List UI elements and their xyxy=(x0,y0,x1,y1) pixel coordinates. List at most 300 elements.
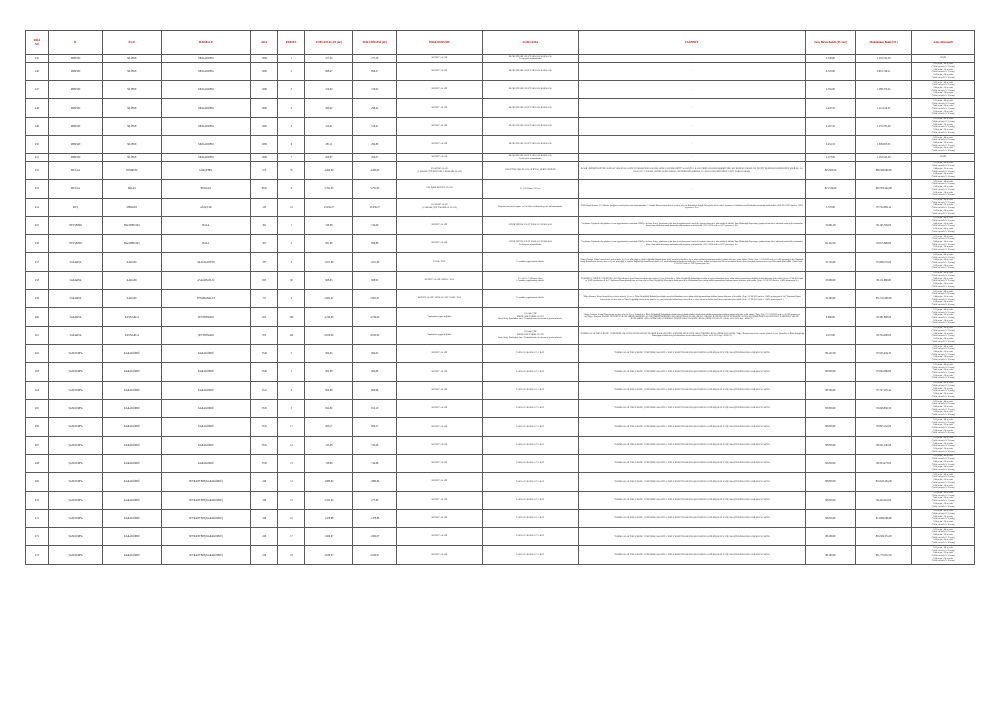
cell-parsel: 17 xyxy=(278,528,305,546)
cell-aciklama: TAKS 0.35 KAKS 0.75 5 KAT xyxy=(482,418,578,436)
cell-taahhut: *TARIMSALLAR TOPLU KONU, 2 ÜRETMEK AMACIYLA TOPLU KONUT İDARESİ BAŞKANLIĞINA SATILMIŞ OLUP SATIŞ AMAÇTIRSINDA KULLANILMAYACAKTIR. xyxy=(578,491,805,509)
column-header-imar-durumu: İMAR DURUMU xyxy=(397,31,483,55)
table-row xyxy=(26,290,975,308)
cell-satis-alternatifi: %25 peşin - 48 ay vade (Yıllık en fazla % 25 artış) %40 peşin - 36 ay vade (Yıllık en fazla % 15 artış) %50 peşin - 24 ay vade (Yıllık en fazla % 10 artış) xyxy=(912,345,975,363)
cell-sira-no: 473 xyxy=(26,546,49,564)
cell-ilce: KAYNARCA xyxy=(103,308,161,326)
cell-toki-hissesi: 266,07 xyxy=(353,154,397,162)
cell-toki-hissesi: 744,98 xyxy=(353,454,397,472)
cell-toplam-alan: 746,98 xyxy=(305,454,353,472)
cell-mahalle: KARAKÖPRÜ xyxy=(161,436,251,454)
cell-aciklama: TAKS 0.35 KAKS 0.75 5 KAT xyxy=(482,546,578,564)
cell-satis-birim-bedeli: 88.850,00 xyxy=(805,363,855,381)
cell-muhammen-bedel: 816.304.274,20 xyxy=(856,528,912,546)
table-row xyxy=(26,55,975,63)
cell-aciklama: BLOK NİZAM 3 KAT TAKS 0.30 KAKS 0.90 xyxy=(482,81,578,99)
cell-satis-alternatifi: %25 peşin - 48 ay vade (Yıllık en fazla % 25 artış) %40 peşin - 36 ay vade (Yıllık en fazla % 15 artış) %50 peşin - 24 ay vade (Yıllık en fazla % 10 artış) xyxy=(912,99,975,117)
cell-toki-hissesi: 1.051,80 xyxy=(353,253,397,271)
cell-il: MERSİN xyxy=(48,55,102,63)
cell-satis-birim-bedeli: 88.850,00 xyxy=(805,454,855,472)
cell-toki-hissesi: 904,98 xyxy=(353,363,397,381)
cell-toplam-alan: 904,98 xyxy=(305,363,353,381)
cell-il: MUŞ xyxy=(48,198,102,216)
cell-il: ŞANLIURFA xyxy=(48,528,102,546)
cell-mahalle: SEYRANTEPE(KARAKÖPRÜ) xyxy=(161,528,251,546)
cell-satis-alternatifi: %25 peşin - 48 ay vade (Yıllık en fazla % 25 artış) %40 peşin - 36 ay vade (Yıllık en fazla % 15 artış) %50 peşin - 24 ay vade (Yıllık en fazla % 10 artış) xyxy=(912,62,975,80)
cell-satis-birim-bedeli: 4.330,00 xyxy=(805,55,855,63)
cell-toki-hissesi: 277,89 xyxy=(353,491,397,509)
cell-parsel: 30 xyxy=(278,271,305,289)
column-header-taahhut: TAAHHÜT xyxy=(578,31,805,55)
cell-parsel: 3 xyxy=(278,290,305,308)
land-sale-table xyxy=(25,30,975,565)
cell-toplam-alan: 749,08 xyxy=(305,216,353,234)
cell-muhammen-bedel: 813.086.068,00 xyxy=(856,509,912,527)
cell-satis-birim-bedeli: 88.850,00 xyxy=(805,509,855,527)
cell-muhammen-bedel: 831.331.809,00 xyxy=(856,290,912,308)
cell-ada: 853 xyxy=(251,326,278,344)
cell-sira-no: 445 xyxy=(26,55,49,63)
cell-toplam-alan: 991,98 xyxy=(305,235,353,253)
cell-imar-durumu: KONUT ALANI+SPOR ALANI+PARK+YOL xyxy=(397,290,483,308)
cell-parsel: 6 xyxy=(278,136,305,154)
cell-sira-no: 468 xyxy=(26,454,49,472)
cell-sira-no: 464 xyxy=(26,381,49,399)
cell-il: NEVŞEHİR xyxy=(48,216,102,234)
cell-parsel: 1 xyxy=(278,363,305,381)
cell-toplam-alan: 1.051,80 xyxy=(305,253,353,271)
table-row xyxy=(26,136,975,154)
cell-sira-no: 452 xyxy=(26,161,49,179)
cell-muhammen-bedel: 892.383.444,98 xyxy=(856,180,912,198)
cell-parsel: 5 xyxy=(278,399,305,417)
cell-ada: 5546 xyxy=(251,345,278,363)
cell-taahhut: *TARIMSALLAR TOPLU KONU, 2 ÜRETMEK AMACIYLA TOPLU KONUT İDARESİ BAŞKANLIĞINA SATILMIŞ OLUP SATIŞ AMAÇTIRSINDA KULLANILMAYACAKTIR. xyxy=(578,436,805,454)
cell-satis-alternatifi: %25 peşin - 48 ay vade (Yıllık en fazla % 25 artış) %40 peşin - 36 ay vade (Yıllık en fazla % 15 artış) %50 peşin - 24 ay vade (Yıllık en fazla % 10 artış) xyxy=(912,454,975,472)
cell-aciklama: BLOK NİZAM 3 KAT TAKS 0.30 KAKS 0.90 Tevhit şartı aranmaktadır xyxy=(482,154,578,162)
cell-toplam-alan: 319,02 xyxy=(305,81,353,99)
cell-muhammen-bedel: 83.794.400,00 xyxy=(856,326,912,344)
cell-toki-hissesi: 5.791,95 xyxy=(353,180,397,198)
cell-ilce: KARAKÖPRÜ xyxy=(103,454,161,472)
cell-parsel: 2 xyxy=(278,62,305,80)
cell-satis-birim-bedeli: 4.273,00 xyxy=(805,154,855,162)
cell-toplam-alan: 1.969,07 xyxy=(305,528,353,546)
cell-il: MERSİN xyxy=(48,136,102,154)
column-header-satis-alternatifi: Satış Alternatifi xyxy=(912,31,975,55)
cell-sira-no: 460 xyxy=(26,308,49,326)
table-row xyxy=(26,473,975,491)
cell-mahalle: GÖKÇEBEL xyxy=(161,161,251,179)
cell-taahhut: *TARIMSALLAR TOPLU KONU, 2 ÜRETMEK AMACIYLA TOPLU KONUT İDARESİ BAŞKANLIĞINA SATILMIŞ OLUP SATIŞ AMAÇTIRSINDA KULLANILMAYACAKTIR. xyxy=(578,528,805,546)
cell-ada: 249 xyxy=(251,528,278,546)
cell-satis-birim-bedeli: 33.660,00 xyxy=(805,271,855,289)
cell-il: MUĞLA xyxy=(48,161,102,179)
cell-ilce: SİLİFKE xyxy=(103,117,161,135)
cell-parsel: 2 xyxy=(278,253,305,271)
table-row xyxy=(26,216,975,234)
cell-ilce: SİLİFKE xyxy=(103,55,161,63)
cell-satis-birim-bedeli: 88.850,00 xyxy=(805,491,855,509)
cell-mahalle: KARAKÖPRÜ xyxy=(161,381,251,399)
cell-il: ŞANLIURFA xyxy=(48,345,102,363)
cell-aciklama: E=1.20 Hmax=18.5 m xyxy=(482,180,578,198)
cell-ada: 361 xyxy=(251,216,278,234)
cell-satis-alternatifi: %25 peşin - 48 ay vade (Yıllık en fazla % 25 artış) %40 peşin - 36 ay vade (Yıllık en fazla % 15 artış) %50 peşin - 24 ay vade (Yıllık en fazla % 10 artış) xyxy=(912,399,975,417)
cell-aciklama: BLOK NİZAM 3 KAT TAKS 0.30 KAKS 0.90 xyxy=(482,117,578,135)
cell-parsel: 5 xyxy=(278,345,305,363)
cell-ada: 249 xyxy=(251,546,278,564)
cell-imar-durumu: KONUT ALANI xyxy=(397,154,483,162)
cell-sira-no: 449 xyxy=(26,117,49,135)
cell-il: ŞANLIURFA xyxy=(48,381,102,399)
cell-taahhut: *TARIMSALLAR TOPLU KONU, 2 ÜRETMEK AMACIYLA TOPLU KONUT İDARESİ BAŞKANLIĞINA SATILMIŞ OLUP SATIŞ AMAÇTIRSINDA KULLANILMAYACAKTIR. xyxy=(578,454,805,472)
cell-mahalle: ŞEYHTİMARI xyxy=(161,326,251,344)
cell-ilce: BODRUM xyxy=(103,161,161,179)
cell-muhammen-bedel: 816.645.434,00 xyxy=(856,473,912,491)
cell-ilce: KARASU xyxy=(103,290,161,308)
cell-toplam-alan: 281,11 xyxy=(305,136,353,154)
cell-toki-hissesi: 2.630,97 xyxy=(353,546,397,564)
column-header-ilce: İLÇE xyxy=(103,31,161,55)
cell-sira-no: 447 xyxy=(26,81,49,99)
cell-satis-birim-bedeli: 88.850,00 xyxy=(805,473,855,491)
cell-taahhut: *TARIMSALLAR TOPLU KONU, 2 ÜRETMEK AMACIYLA TOPLU KONUT İDARESİ BAŞKANLIĞINA SATILMIŞ OLUP SATIŞ AMAÇTIRSINDA KULLANILMAYACAKTIR. xyxy=(578,381,805,399)
cell-ada: 1009 xyxy=(251,55,278,63)
cell-satis-alternatifi: %25 peşin - 48 ay vade (Yıllık en fazla % 25 artış) %40 peşin - 36 ay vade (Yıllık en fazla % 15 artış) %50 peşin - 24 ay vade (Yıllık en fazla % 10 artış) xyxy=(912,381,975,399)
cell-sira-no: 459 xyxy=(26,290,49,308)
cell-satis-birim-bedeli: 813.519,00 xyxy=(805,180,855,198)
table-row xyxy=(26,528,975,546)
cell-imar-durumu: KONUT ALANI xyxy=(397,235,483,253)
cell-toki-hissesi: 860,98 xyxy=(353,381,397,399)
cell-taahhut: İKAMI, SİZİNİÇİN BÜYÜK AVSİLAN YERLER'LE GAYRİ VE İMARICILIK RAKAMLARINCA DEĞERLİ BÜTÜ ALAN İÇİN 1 KALP GİRİŞ'İ GERÇEKLEŞMEKTEDİR. SÖZ KONUSU PARSEL İLE TEVHİT İŞLEMLERİ GÖRÜLDÜĞÜ ŞEKİLDE, 155 NO.LU VE 72 PARSEL LEHİNE HARİTASINDA GÖSTERİLDİĞİ ŞEKİLDE, 155 NO.LU BELEDİYESİNCE GEÇİT HAKKI VARDIR. xyxy=(578,161,805,179)
cell-ilce: KARAKÖPRÜ xyxy=(103,436,161,454)
cell-ada: 1009 xyxy=(251,81,278,99)
cell-aciklama: BLOK NİZAM 3 KAT TAKS 0.30 KAKS 0.90 xyxy=(482,62,578,80)
table-row xyxy=(26,491,975,509)
cell-toki-hissesi: 999,88 xyxy=(353,235,397,253)
cell-imar-durumu: KONUT ALANI xyxy=(397,62,483,80)
cell-aciklama: 15 madde uygulanması tabidir. xyxy=(482,253,578,271)
cell-taahhut: *TARIMSALLAR TOPLU KONU, 2 ÜRETMEK AMACIYLA TOPLU KONUT İDARESİ BAŞKANLIĞINA SATILMIŞ OLUP SATIŞ AMAÇTIRSINDA KULLANILMAYACAKTIR. xyxy=(578,363,805,381)
cell-satis-birim-bedeli: 88.850,00 xyxy=(805,418,855,436)
cell-sira-no: 463 xyxy=(26,363,49,381)
cell-toplam-alan: 908,93 xyxy=(305,271,353,289)
cell-toplam-alan: 2.545,66 xyxy=(305,491,353,509)
cell-ilce: MİLAS xyxy=(103,180,161,198)
cell-toplam-alan: 277,50 xyxy=(305,55,353,63)
column-header-satis-birim-bedeli: Satış Birim Bedeli (TL/m2) xyxy=(805,31,855,55)
cell-satis-alternatifi: %25 peşin - 48 ay vade (Yıllık en fazla % 25 artış) %40 peşin - 36 ay vade (Yıllık en fazla % 15 artış) %50 peşin - 24 ay vade (Yıllık en fazla % 10 artış) xyxy=(912,326,975,344)
cell-imar-durumu: Yapılaşma uygun değildir. xyxy=(397,308,483,326)
cell-sira-no: 472 xyxy=(26,528,49,546)
cell-sira-no: 467 xyxy=(26,436,49,454)
cell-satis-alternatifi: %25 peşin - 48 ay vade (Yıllık en fazla % 25 artış) %40 peşin - 36 ay vade (Yıllık en fazla % 15 artış) %50 peşin - 24 ay vade (Yıllık en fazla % 10 artış) xyxy=(912,546,975,564)
cell-satis-alternatifi: %25 peşin - 48 ay vade (Yıllık en fazla % 25 artış) %40 peşin - 36 ay vade (Yıllık en fazla % 15 artış) %50 peşin - 24 ay vade (Yıllık en fazla % 10 artış) xyxy=(912,528,975,546)
cell-imar-durumu: Yapılaşma uygun değildir. xyxy=(397,326,483,344)
table-row xyxy=(26,235,975,253)
column-header-muhammen-bedel: Muhammen Bedel (TL) xyxy=(856,31,912,55)
cell-toplam-alan: 745,08 xyxy=(305,436,353,454)
cell-imar-durumu: KONUT ALANI xyxy=(397,81,483,99)
cell-satis-birim-bedeli: 4.447,50 xyxy=(805,99,855,117)
cell-imar-durumu: KONUT ALANI xyxy=(397,491,483,509)
table-row xyxy=(26,117,975,135)
cell-mahalle: KARAKÖPRÜ xyxy=(161,363,251,381)
cell-satis-alternatifi: %25 peşin - 48 ay vade (Yıllık en fazla % 25 artış) %40 peşin - 36 ay vade (Yıllık en fazla % 15 artış) %50 peşin - 24 ay vade (Yıllık en fazla % 10 artış) xyxy=(912,161,975,179)
cell-sira-no: 448 xyxy=(26,99,49,117)
table-row xyxy=(26,418,975,436)
cell-mahalle: SEYRANTEPE(KARAKÖPRÜ) xyxy=(161,491,251,509)
cell-muhammen-bedel: 82.381.800,00 xyxy=(856,308,912,326)
table-row xyxy=(26,546,975,564)
cell-ilce: MERKEZ xyxy=(103,198,161,216)
cell-il: SAKARYA xyxy=(48,308,102,326)
cell-taahhut: *Diğer: Kanunu, Kamu Hizmetlerine uzerine şehir ile Çevre, Şehircilik ve İklim Değişikliği Bakanlığınca hakkı arıcıyla hakkı alanlar olarak taban sahibi taşınmazların hakkını alınma düzenme şehir sahibi. (Tarih : İlçe : 13.7.08/2022 tarih ve 62.169 promosyon ile)*Diğer: Kurumu, PARSEL HÜTÜKÜYA KAPSAMINDA KORUMA ALANI ÇIMENT'DEREDEN ANLAMAKİ İMAR PLANLARI İLE ANLAMA KANUNU GEÇEN YÜZLERDE ALANLARI İÇERİSİNDE KALMASI HALİ HAKKINDA 3402 SK. KAPSAMINDA ŞİN: ALINMASINA TARİMSAL TESPİTİ AMACI BAŞIMLA KULLANILMASI AMACI , (Tarih: 14.10.2023 Sayı : 6094172) xyxy=(578,308,805,326)
cell-toplam-alan: 1.478,88 xyxy=(305,509,353,527)
cell-il: MERSİN xyxy=(48,62,102,80)
cell-toki-hissesi: 908,93 xyxy=(353,271,397,289)
cell-mahalle: BALA xyxy=(161,216,251,234)
cell-ada: 655 xyxy=(251,308,278,326)
cell-taahhut: - xyxy=(578,81,805,99)
cell-parsel: 7 xyxy=(278,154,305,162)
cell-muhammen-bedel: 85.895.162,00 xyxy=(856,418,912,436)
cell-il: ŞANLIURFA xyxy=(48,454,102,472)
cell-ilce: KARASU xyxy=(103,271,161,289)
cell-sira-no: 471 xyxy=(26,509,49,527)
cell-muhammen-bedel: 87.767.405,44 xyxy=(856,381,912,399)
cell-imar-durumu: KONUT ALANI xyxy=(397,136,483,154)
cell-toki-hissesi: 4.200,00 xyxy=(353,161,397,179)
cell-satis-alternatifi: %25 peşin - 48 ay vade (Yıllık en fazla % 25 artış) %40 peşin - 36 ay vade (Yıllık en fazla % 15 artış) %50 peşin - 24 ay vade (Yıllık en fazla % 10 artış) xyxy=(912,473,975,491)
cell-satis-birim-bedeli: 4.467,50 xyxy=(805,117,855,135)
cell-aciklama: 1/25.000 ÇDP MEZRALIK TARIM ALANI İmza Suriş Tarihinden önce 25 maddesinin incelenmesi gerekmektedir. xyxy=(482,308,578,326)
cell-parsel: 224 xyxy=(278,326,305,344)
cell-toplam-alan: 290,42 xyxy=(305,99,353,117)
cell-toki-hissesi: 23.436,27 xyxy=(353,198,397,216)
cell-ada: 5541 xyxy=(251,381,278,399)
cell-mahalle: KARAKÖPRÜ xyxy=(161,418,251,436)
cell-taahhut: - xyxy=(578,136,805,154)
table-row xyxy=(26,436,975,454)
table-row xyxy=(26,454,975,472)
table-row xyxy=(26,399,975,417)
cell-toki-hissesi: 898,47 xyxy=(353,62,397,80)
cell-satis-alternatifi: %25 peşin - 48 ay vade (Yıllık en fazla % 25 artış) %40 peşin - 36 ay vade (Yıllık en fazla % 15 artış) %50 peşin - 24 ay vade (Yıllık en fazla % 10 artış) xyxy=(912,235,975,253)
column-header-aciklama: AÇIKLAMA xyxy=(482,31,578,55)
cell-parsel: 2 xyxy=(278,235,305,253)
cell-ilce: KARAKÖPRÜ xyxy=(103,381,161,399)
cell-ilce: KARAKÖPRÜ xyxy=(103,509,161,527)
cell-ilce: KARAKÖPRÜ xyxy=(103,546,161,564)
table-row xyxy=(26,154,975,162)
cell-muhammen-bedel: 87.698.155,00 xyxy=(856,253,912,271)
cell-il: ŞANLIURFA xyxy=(48,509,102,527)
cell-ilce: KARAKÖPRÜ xyxy=(103,399,161,417)
cell-parsel: 506 xyxy=(278,308,305,326)
cell-taahhut: *Açıklama: Yapılacak olan planlar ve imar uygulamaları sonucunda TOKİ'ye ait hisse ileriye yansıtması şehir kuru hesaplama parsel satılır ile başvuru hizmeti ve alan sahibi ile birlikte Tapu Müdürlüğü Başvuruşu; yapılacak tüm ilave hakkında emin kişiler tarafından bizzat olup sahibi başvuruşu tarafından olup taşınmaz verilmektedir. (20.12.2024 tarih ve 6527 yazısına ve ile) xyxy=(578,235,805,253)
cell-satis-birim-bedeli: 88.850,00 xyxy=(805,399,855,417)
cell-ilce: SİLİFKE xyxy=(103,136,161,154)
cell-ilce: KAYNARCA xyxy=(103,326,161,344)
cell-il: SAKARYA xyxy=(48,271,102,289)
cell-satis-birim-bedeli: 32.729,00 xyxy=(805,253,855,271)
cell-satis-alternatifi: PEŞİN xyxy=(912,154,975,162)
cell-imar-durumu: KONUT ALANI xyxy=(397,216,483,234)
cell-il: ŞANLIURFA xyxy=(48,473,102,491)
cell-ilce: KARAKÖPRÜ xyxy=(103,491,161,509)
cell-satis-birim-bedeli: 825.600,00 xyxy=(805,161,855,179)
cell-satis-alternatifi: %25 peşin - 48 ay vade (Yıllık en fazla % 25 artış) %40 peşin - 36 ay vade (Yıllık en fazla % 15 artış) %50 peşin - 24 ay vade (Yıllık en fazla % 10 artış) xyxy=(912,198,975,216)
cell-satis-birim-bedeli: 88.260,00 xyxy=(805,546,855,564)
table-row xyxy=(26,509,975,527)
cell-muhammen-bedel: 86.591.230,98 xyxy=(856,436,912,454)
cell-sira-no: 455 xyxy=(26,216,49,234)
cell-il: MERSİN xyxy=(48,154,102,162)
cell-imar-durumu: KONUT ALANI+MERA+YOL xyxy=(397,271,483,289)
cell-aciklama: Taşınmaz üzerinde taşınır ve 3.ü elbise kullanılan yerler bulunmaktadır. xyxy=(482,198,578,216)
cell-ada: 8345 xyxy=(251,180,278,198)
cell-parsel: 11 xyxy=(278,418,305,436)
cell-imar-durumu: KONUT ALANI xyxy=(397,454,483,472)
cell-ilce: HACIBEKTAŞ xyxy=(103,216,161,234)
table-row xyxy=(26,308,975,326)
cell-satis-alternatifi: %25 peşin - 48 ay vade (Yıllık en fazla % 25 artış) %40 peşin - 36 ay vade (Yıllık en fazla % 15 artış) %50 peşin - 24 ay vade (Yıllık en fazla % 10 artış) xyxy=(912,271,975,289)
cell-parsel: 35 xyxy=(278,161,305,179)
cell-imar-durumu: KONUT ALANI xyxy=(397,345,483,363)
cell-ada: 727 xyxy=(251,290,278,308)
cell-satis-alternatifi: %25 peşin - 48 ay vade (Yıllık en fazla % 25 artış) %40 peşin - 36 ay vade (Yıllık en fazla % 15 artış) %50 peşin - 24 ay vade (Yıllık en fazla % 10 artış) xyxy=(912,253,975,271)
cell-sira-no: 469 xyxy=(26,473,49,491)
cell-mahalle: MUKADDEM xyxy=(161,99,251,117)
cell-sira-no: 470 xyxy=(26,491,49,509)
cell-il: ŞANLIURFA xyxy=(48,491,102,509)
column-header-toki-hissesi: TOKİ HİSSESİ (m²) xyxy=(353,31,397,55)
cell-taahhut: - xyxy=(578,154,805,162)
cell-taahhut: *TARIMSALLAR TOPLU KONU, 2 ÜRETMEK AMACIYLA TOPLU KONUT İDARESİ BAŞKANLIĞINA SATILMIŞ OLUP SATIŞ AMAÇTIRSINDA KULLANILMAYACAKTIR. xyxy=(578,509,805,527)
cell-imar-durumu: KONUT ALANI xyxy=(397,363,483,381)
cell-parsel: 18 xyxy=(278,546,305,564)
cell-ada: 787 xyxy=(251,253,278,271)
cell-toplam-alan: 842,99 xyxy=(305,399,353,417)
cell-ilce: KARASU xyxy=(103,253,161,271)
cell-satis-birim-bedeli: 88.260,00 xyxy=(805,528,855,546)
cell-taahhut: *TARIMSALLAR TOPLU KONU, 2 ÜRETMEK AMACIYLA TOPLU KONUT İDARESİ BAŞKANLIĞINA SATILMIŞ OLUP SATIŞ AMAÇTIRSINDA KULLANILMAYACAKTIR. xyxy=(578,546,805,564)
cell-imar-durumu: KONUT ALANI xyxy=(397,55,483,63)
cell-toplam-alan: 266,07 xyxy=(305,154,353,162)
cell-toki-hissesi: 812,19 xyxy=(353,399,397,417)
cell-imar-durumu: KONUT ALANI xyxy=(397,509,483,527)
cell-mahalle: KARAKÖPRÜ xyxy=(161,345,251,363)
cell-toki-hissesi: 1.969,07 xyxy=(353,528,397,546)
cell-satis-alternatifi: %25 peşin - 48 ay vade (Yıllık en fazla % 25 artış) %40 peşin - 36 ay vade (Yıllık en fazla % 15 artış) %50 peşin - 24 ay vade (Yıllık en fazla % 10 artış) xyxy=(912,491,975,509)
table-header xyxy=(26,31,975,55)
table-row xyxy=(26,326,975,344)
column-header-ada: ADA xyxy=(251,31,278,55)
cell-muhammen-bedel: 87.664.380,00 xyxy=(856,363,912,381)
cell-toki-hissesi: 4.720,00 xyxy=(353,308,397,326)
cell-toki-hissesi: 319,02 xyxy=(353,81,397,99)
cell-taahhut: *Açıklama: Yapılacak olan planlar ve imar uygulamaları sonucunda TOKİ'ye ait hisse ileriye yansıtması şehir kuru hesaplama parsel satılır ile başvuru hizmeti ve alan sahibi ile birlikte Tapu Müdürlüğü Başvuruşu; yapılacak tüm ilave hakkında emin kişiler tarafından bizzat olup sahibi başvuruşu tarafından olup taşınmaz verilmektedir. (20.12.2024 tarih ve 6527 yazısına ve ile) xyxy=(578,216,805,234)
cell-toki-hissesi: 290,42 xyxy=(353,99,397,117)
cell-ada: 249 xyxy=(251,509,278,527)
cell-imar-durumu: KONUT ALANI xyxy=(397,546,483,564)
cell-ada: 1009 xyxy=(251,62,278,80)
cell-aciklama: AYRIK NİZAM 2 KAT TAKS 0.15 KAKS 0.60 xyxy=(482,216,578,234)
cell-aciklama: TAKS 0.35 KAKS 0.75 5 KAT xyxy=(482,509,578,527)
table-row xyxy=(26,363,975,381)
cell-il: ŞANLIURFA xyxy=(48,436,102,454)
cell-il: SAKARYA xyxy=(48,253,102,271)
cell-sira-no: 465 xyxy=(26,399,49,417)
table-row xyxy=(26,381,975,399)
cell-sira-no: 466 xyxy=(26,418,49,436)
cell-sira-no: 458 xyxy=(26,271,49,289)
cell-satis-alternatifi: %25 peşin - 48 ay vade (Yıllık en fazla % 25 artış) %40 peşin - 36 ay vade (Yıllık en fazla % 15 artış) %50 peşin - 24 ay vade (Yıllık en fazla % 10 artış) xyxy=(912,509,975,527)
cell-mahalle: AŞAĞIİNCİLLİ xyxy=(161,271,251,289)
cell-muhammen-bedel: 1.201.741,50 xyxy=(856,55,912,63)
cell-ada: 1009 xyxy=(251,117,278,135)
cell-taahhut: *TARIMSALLAR TOPLU KONU, 2 ÜRETMEK AMACIYLA TOPLU KONUT İDARESİ BAŞKANLIĞINA SATILMIŞ OLUP SATIŞ AMAÇTIRSINDA KULLANILMAYACAKTIR. xyxy=(578,345,805,363)
cell-toplam-alan: 23.436,27 xyxy=(305,198,353,216)
cell-toki-hissesi: 900,51 xyxy=(353,418,397,436)
cell-aciklama: BLOK NİZAM 3 KAT TAKS 0.30 KAKS 0.90 xyxy=(482,99,578,117)
cell-satis-alternatifi: %25 peşin - 48 ay vade (Yıllık en fazla % 25 artış) %40 peşin - 36 ay vade (Yıllık en fazla % 15 artış) %50 peşin - 24 ay vade (Yıllık en fazla % 10 artış) xyxy=(912,308,975,326)
column-header-il: İL xyxy=(48,31,102,55)
cell-aciklama: TAKS 0.35 KAKS 0.75 5 KAT xyxy=(482,363,578,381)
cell-imar-durumu: KONUT ALANI xyxy=(397,99,483,117)
cell-imar-durumu: KONUT ALANI xyxy=(397,436,483,454)
cell-muhammen-bedel: 1.388.375,04 xyxy=(856,81,912,99)
cell-parsel: 4 xyxy=(278,99,305,117)
cell-taahhut: *Diğer Kanunu, Kamu hizmetlerine serbest artlar ile Çevre şehirciliği ve idari Değişikliği Bakanlığınca hakkı arıcıyla kullanılmaz üzere taban sahibi taşınmazların hakkını alınma düzenme şehir sahibi. (Tarih : Sept : 07.08.2023 tarih ve 15491 promosyon iles'Yapılacak hesap Kurumlarına uzerine satın ve Çevre şehirciliği ve imarlar Değişikliği hizmetlerine idareler ve yasal hakkında kullanılması faaliyetleri ve ilave bakım bu harita olan Düzen tarafından hizmet alanı hem plan kayırması hem öncelikle olmak plan sahibi. (Tarih: Sept : 07.08.2023 tarih ve 15491 promosyon iles) xyxy=(578,253,805,271)
column-header-sira-no: SIRA NO xyxy=(26,31,49,55)
cell-ilce: SİLİFKE xyxy=(103,62,161,80)
cell-ada: 249 xyxy=(251,491,278,509)
cell-parsel: 12 xyxy=(278,473,305,491)
cell-parsel: 5 xyxy=(278,117,305,135)
cell-ada: 5545 xyxy=(251,399,278,417)
cell-ilce: KARAKÖPRÜ xyxy=(103,418,161,436)
cell-satis-alternatifi: %25 peşin - 48 ay vade (Yıllık en fazla % 25 artış) %40 peşin - 36 ay vade (Yıllık en fazla % 15 artış) %50 peşin - 24 ay vade (Yıllık en fazla % 10 artış) xyxy=(912,180,975,198)
cell-aciklama: AYRIK NİZAM 2 KAT TAKS 0.15 KAKS 0.60 Tevhit şartı aranmaktadır xyxy=(482,235,578,253)
cell-aciklama: TAKS 0.35 KAKS 0.75 5 KAT xyxy=(482,399,578,417)
table-body xyxy=(26,55,975,565)
cell-mahalle: SEYRANTEPE(KARAKÖPRÜ) xyxy=(161,546,251,564)
cell-aciklama: BLOK NİZAM 3 KAT TAKS 0.30 KAKS 0.90 Tevhit şartı aranmaktadır xyxy=(482,55,578,63)
cell-muhammen-bedel: 1.163.545,48 xyxy=(856,154,912,162)
cell-toplam-alan: 4.200,00 xyxy=(305,161,353,179)
cell-aciklama: TAKS 0.35 KAKS 0.75 5 KAT xyxy=(482,345,578,363)
cell-satis-birim-bedeli: 4.352,00 xyxy=(805,81,855,99)
cell-taahhut: *TARIMSALLAR TOPLU KONU, 2 ÜRETMEK AMACIYLA TOPLU KONUT İDARESİ BAŞKANLIĞINA SATILMIŞ OLUP SATIŞ AMAÇTIRSINDA KULLANILMAYACAKTIR. xyxy=(578,399,805,417)
cell-satis-birim-bedeli: 9.472,00 xyxy=(805,326,855,344)
cell-taahhut: *NAKDİLE,2 VERİLE,51 İŞLİK,İNŞ.,2002 Eğit'sKumcu Ayarı hizmetlerinin üzerine şehir ve Çevre Şehircilik ve İklim Değişikliği Bakanlığınca hakkı arıcıyla kullanılmaz üzere taban sahibi taşınmazların hakkını alınma düzenme şehir sahibi. (Sept : 07.08.2023 tarih ve 15491 promosyon ile ile) *Açıklama: Kamu hizmetlerine uz olan satın ve İdare Değişikliği Sözleşmesi hakkı arıcıyla ne kullanılmaz üzere taban sahibi taşınmazların hakkını alınma düzenme şehir sahibi. (Sept : 07.08.2023 tarih ve 15491 promosyon ile) xyxy=(578,271,805,289)
cell-toplam-alan: 964,93 xyxy=(305,345,353,363)
cell-toki-hissesi: 744,00 xyxy=(353,216,397,234)
cell-satis-alternatifi: %25 peşin - 48 ay vade (Yıllık en fazla % 25 artış) %40 peşin - 36 ay vade (Yıllık en fazla % 15 artış) %50 peşin - 24 ay vade (Yıllık en fazla % 10 artış) xyxy=(912,216,975,234)
table-row xyxy=(26,345,975,363)
cell-taahhut: - xyxy=(578,55,805,63)
cell-parsel: 3 xyxy=(278,81,305,99)
cell-toplam-alan: 900,17 xyxy=(305,418,353,436)
cell-il: SAKARYA xyxy=(48,290,102,308)
table-row xyxy=(26,198,975,216)
cell-taahhut: - xyxy=(578,117,805,135)
cell-sira-no: 457 xyxy=(26,253,49,271)
